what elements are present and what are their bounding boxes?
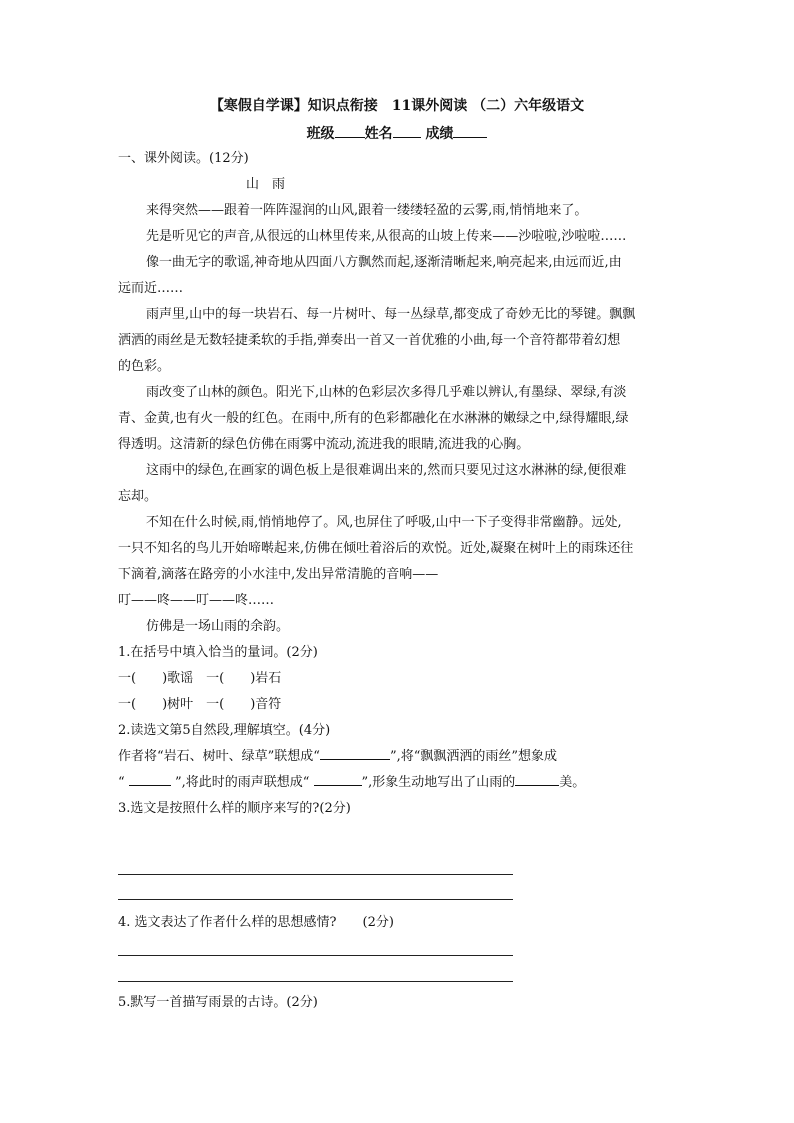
passage-line: 来得突然——跟着一阵阵湿润的山风,跟着一缕缕轻盈的云雾,雨,悄悄地来了。 bbox=[146, 203, 588, 218]
question-3-stem: 3.选文是按照什么样的顺序来写的?(2分) bbox=[118, 801, 351, 816]
class-label: 班级 bbox=[306, 126, 335, 142]
answer-blank[interactable] bbox=[320, 747, 390, 760]
passage-line: 仿佛是一场山雨的余韵。 bbox=[146, 619, 290, 634]
question-5-block bbox=[118, 990, 678, 1016]
passage-line: 远而近…… bbox=[118, 281, 184, 296]
q2-text: ”,将“飘飘洒洒的雨丝”想象成 bbox=[389, 749, 558, 764]
q2-text: 作者将“岩石、树叶、绿草”联想成“ bbox=[118, 749, 320, 764]
passage-line: 像一曲无字的歌谣,神奇地从四面八方飘然而起,逐渐清晰起来,响亮起来,由远而近,由 bbox=[146, 255, 622, 270]
passage-line: 一只不知名的鸟儿开始啼啭起来,仿佛在倾吐着浴后的欢悦。近处,凝聚在树叶上的雨珠还往 bbox=[118, 541, 634, 556]
passage-line: 洒洒的雨丝是无数轻捷柔软的手指,弹奏出一首又一首优雅的小曲,每一个音符都带着幻想 bbox=[118, 333, 621, 348]
q2-text: 美。 bbox=[559, 775, 586, 790]
question-1-stem: 1.在括号中填入恰当的量词。(2分) bbox=[118, 645, 318, 660]
question-4-block bbox=[118, 910, 678, 936]
passage-line: 雨改变了山林的颜色。阳光下,山林的色彩层次多得几乎难以辨认,有墨绿、翠绿,有淡 bbox=[146, 385, 627, 400]
name-blank bbox=[393, 125, 421, 138]
passage-line: 下滴着,滴落在路旁的小水洼中,发出异常清脆的音响—— bbox=[118, 567, 439, 582]
answer-line[interactable] bbox=[118, 874, 513, 875]
reading-section bbox=[118, 146, 678, 822]
class-blank bbox=[335, 125, 365, 138]
answer-blank[interactable] bbox=[129, 773, 171, 786]
passage-line: 雨声里,山中的每一块岩石、每一片树叶、每一丛绿草,都变成了奇妙无比的琴键。飘飘 bbox=[146, 307, 636, 322]
q2-text: ”,将此时的雨声联想成“ bbox=[174, 775, 310, 790]
question-2-stem: 2.读选文第5自然段,理解填空。(4分) bbox=[118, 723, 331, 738]
passage-line: 的色彩。 bbox=[118, 359, 171, 374]
answer-line[interactable] bbox=[118, 955, 513, 956]
score-label: 成绩 bbox=[425, 126, 454, 142]
passage-line: 先是听见它的声音,从很远的山林里传来,从很高的山坡上传来——沙啦啦,沙啦啦…… bbox=[146, 229, 627, 244]
answer-line[interactable] bbox=[118, 981, 513, 982]
question-4-stem: 4. 选文表达了作者什么样的思想感情? (2分) bbox=[118, 915, 394, 930]
question-5-stem: 5.默写一首描写雨景的古诗。(2分) bbox=[118, 995, 318, 1010]
name-label: 姓名 bbox=[364, 126, 393, 142]
question-2-line-1 bbox=[118, 744, 678, 770]
passage-line: 不知在什么时候,雨,悄悄地停了。风,也屏住了呼吸,山中一下子变得非常幽静。远处, bbox=[146, 515, 622, 530]
worksheet-title: 【寒假自学课】知识点衔接 11课外阅读 （二）六年级语文 bbox=[209, 98, 585, 114]
section-heading: 一、课外阅读。(12分) bbox=[118, 151, 249, 166]
answer-blank[interactable] bbox=[314, 773, 362, 786]
answer-blank[interactable] bbox=[515, 773, 559, 786]
question-2-line-2 bbox=[118, 770, 678, 796]
student-info-line bbox=[0, 123, 794, 143]
q2-text: “ bbox=[118, 775, 125, 790]
q2-text: ”,形象生动地写出了山雨的 bbox=[361, 775, 516, 790]
passage-line: 得透明。这清新的绿色仿佛在雨雾中流动,流进我的眼睛,流进我的心胸。 bbox=[118, 437, 530, 452]
score-blank bbox=[453, 125, 487, 138]
question-1-row: 一( )歌谣 一( )岩石 bbox=[118, 671, 282, 686]
passage-title: 山 雨 bbox=[246, 177, 286, 192]
passage-line: 忘却。 bbox=[118, 489, 158, 504]
question-1-row: 一( )树叶 一( )音符 bbox=[118, 697, 282, 712]
passage-line: 这雨中的绿色,在画家的调色板上是很难调出来的,然而只要见过这水淋淋的绿,便很难 bbox=[146, 463, 627, 478]
answer-line[interactable] bbox=[118, 899, 513, 900]
passage-line: 青、金黄,也有火一般的红色。在雨中,所有的色彩都融化在水淋淋的嫩绿之中,绿得耀眼,绿 bbox=[118, 411, 629, 426]
passage-line: 叮——咚——叮——咚…… bbox=[118, 593, 275, 608]
